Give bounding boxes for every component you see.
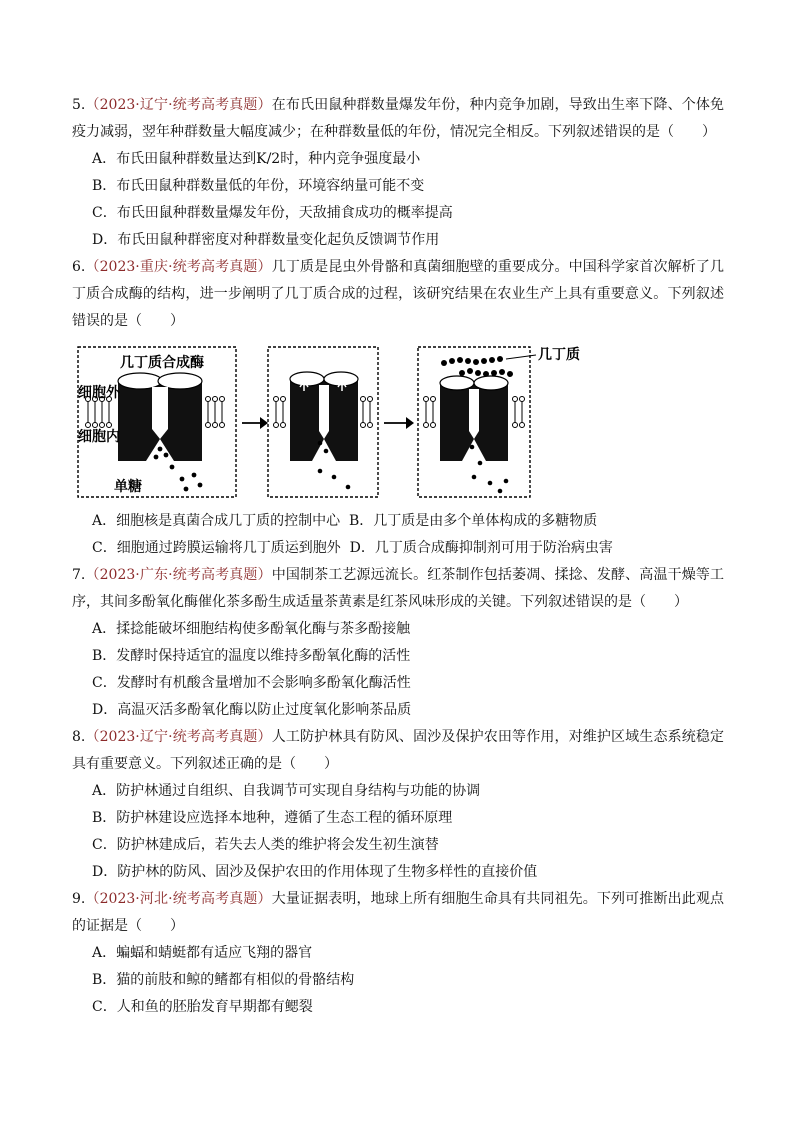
question-text: 在布氏田鼠种群数量爆发年份，种内竞争加剧，导致出生率下降、个体免疫力减弱，翌年种群数量大幅度减少；在种群数量低的年份，情况完全相反。下列叙述错误的是（ ） bbox=[72, 97, 725, 140]
option-b: B．猫的前肢和鲸的鳍都有相似的骨骼结构 bbox=[92, 972, 355, 988]
option-c: C．人和鱼的胚胎发育早期都有鳃裂 bbox=[92, 999, 313, 1015]
arrow-1 bbox=[242, 417, 268, 429]
diagram-panel-3 bbox=[418, 346, 580, 497]
option-d: D．布氏田鼠种群密度对种群数量变化起负反馈调节作用 bbox=[92, 232, 440, 248]
option-b: B．几丁质是由多个单体构成的多糖物质 bbox=[349, 513, 598, 529]
option-d: D．几丁质合成酶抑制剂可用于防治病虫害 bbox=[349, 540, 613, 556]
question-source: （2023·重庆·统考高考真题） bbox=[85, 259, 272, 275]
question-source: （2023·辽宁·统考高考真题） bbox=[85, 729, 272, 745]
question-source: （2023·辽宁·统考高考真题） bbox=[85, 97, 272, 113]
question-text: 几丁质是昆虫外骨骼和真菌细胞壁的重要成分。中国科学家首次解析了几丁质合成酶的结构，进一步阐明了几丁质合成的过程，该研究结果在农业生产上具有重要意义。下列叙述错误的是（ ） bbox=[72, 259, 725, 329]
membrane-right bbox=[361, 397, 373, 428]
question-5 bbox=[72, 92, 724, 254]
enzyme-shape bbox=[290, 372, 358, 461]
chitin-synthase-diagram bbox=[76, 343, 636, 503]
membrane-right bbox=[513, 397, 525, 428]
question-source: （2023·河北·统考高考真题） bbox=[85, 891, 272, 907]
arrow-2 bbox=[384, 417, 414, 429]
question-number: 9. bbox=[72, 891, 86, 907]
diagram-panel-2 bbox=[268, 347, 378, 497]
question-number: 8. bbox=[72, 729, 86, 745]
membrane-right bbox=[206, 397, 225, 428]
option-b: B．布氏田鼠种群数量低的年份，环境容纳量可能不变 bbox=[92, 178, 425, 194]
question-6-options bbox=[72, 508, 724, 562]
option-d: D．高温灭活多酚氧化酶以防止过度氧化影响茶品质 bbox=[92, 702, 412, 718]
option-c: C．防护林建成后，若失去人类的维护将会发生初生演替 bbox=[92, 837, 439, 853]
question-stem bbox=[72, 562, 724, 616]
option-a: A．揉捻能破坏细胞结构使多酚氧化酶与茶多酚接触 bbox=[92, 621, 411, 637]
option-d: D．防护林的防风、固沙及保护农田的作用体现了生物多样性的直接价值 bbox=[92, 864, 538, 880]
question-9 bbox=[72, 886, 724, 1021]
chitin-label: 几丁质 bbox=[538, 347, 580, 363]
question-8 bbox=[72, 724, 724, 886]
inside-label: 细胞内 bbox=[78, 429, 120, 445]
option-c: C．布氏田鼠种群数量爆发年份，天敌捕食成功的概率提高 bbox=[92, 205, 453, 221]
question-text: 人工防护林具有防风、固沙及保护农田等作用，对维护区域生态系统稳定具有重要意义。下列叙述正确的是（ ） bbox=[72, 729, 725, 772]
question-stem bbox=[72, 724, 724, 778]
question-source: （2023·广东·统考高考真题） bbox=[85, 567, 272, 583]
question-number: 7. bbox=[72, 567, 86, 583]
question-stem bbox=[72, 92, 724, 146]
option-a: A．蝙蝠和蜻蜓都有适应飞翔的器官 bbox=[92, 945, 313, 961]
diagram-panel-1 bbox=[78, 347, 236, 497]
option-a: A．防护林通过自组织、自我调节可实现自身结构与功能的协调 bbox=[92, 783, 481, 799]
enzyme-shape bbox=[440, 376, 508, 461]
chitin-chain bbox=[441, 356, 513, 377]
option-c: C．发酵时有机酸含量增加不会影响多酚氧化酶活性 bbox=[92, 675, 411, 691]
membrane-left bbox=[86, 397, 112, 428]
question-text: 大量证据表明，地球上所有细胞生命具有共同祖先。下列可推断出此观点的证据是（ ） bbox=[72, 891, 725, 934]
option-b: B．防护林建设应选择本地种，遵循了生态工程的循环原理 bbox=[92, 810, 453, 826]
question-6 bbox=[72, 254, 724, 335]
question-stem bbox=[72, 254, 724, 335]
option-a: A．细胞核是真菌合成几丁质的控制中心 bbox=[92, 513, 341, 529]
monosaccharide-label: 单糖 bbox=[114, 479, 142, 495]
option-b: B．发酵时保持适宜的温度以维持多酚氧化酶的活性 bbox=[92, 648, 411, 664]
option-c: C．细胞通过跨膜运输将几丁质运到胞外 bbox=[92, 540, 341, 556]
enzyme-label: 几丁质合成酶 bbox=[120, 355, 204, 371]
question-text: 中国制茶工艺源远流长。红茶制作包括萎凋、揉捻、发酵、高温干燥等工序，其间多酚氧化酶催化茶多酚生成适量茶黄素是红茶风味形成的关键。下列叙述错误的是（ ） bbox=[72, 567, 725, 610]
option-row-cd bbox=[92, 535, 724, 562]
question-7 bbox=[72, 562, 724, 724]
membrane-left bbox=[424, 397, 436, 428]
question-stem bbox=[72, 886, 724, 940]
membrane-left bbox=[274, 397, 286, 428]
question-number: 5. bbox=[72, 97, 86, 113]
option-a: A．布氏田鼠种群数量达到K/2时，种内竞争强度最小 bbox=[92, 151, 421, 167]
option-row-ab bbox=[92, 508, 724, 535]
question-number: 6. bbox=[72, 259, 86, 275]
outside-label: 细胞外 bbox=[78, 385, 120, 401]
